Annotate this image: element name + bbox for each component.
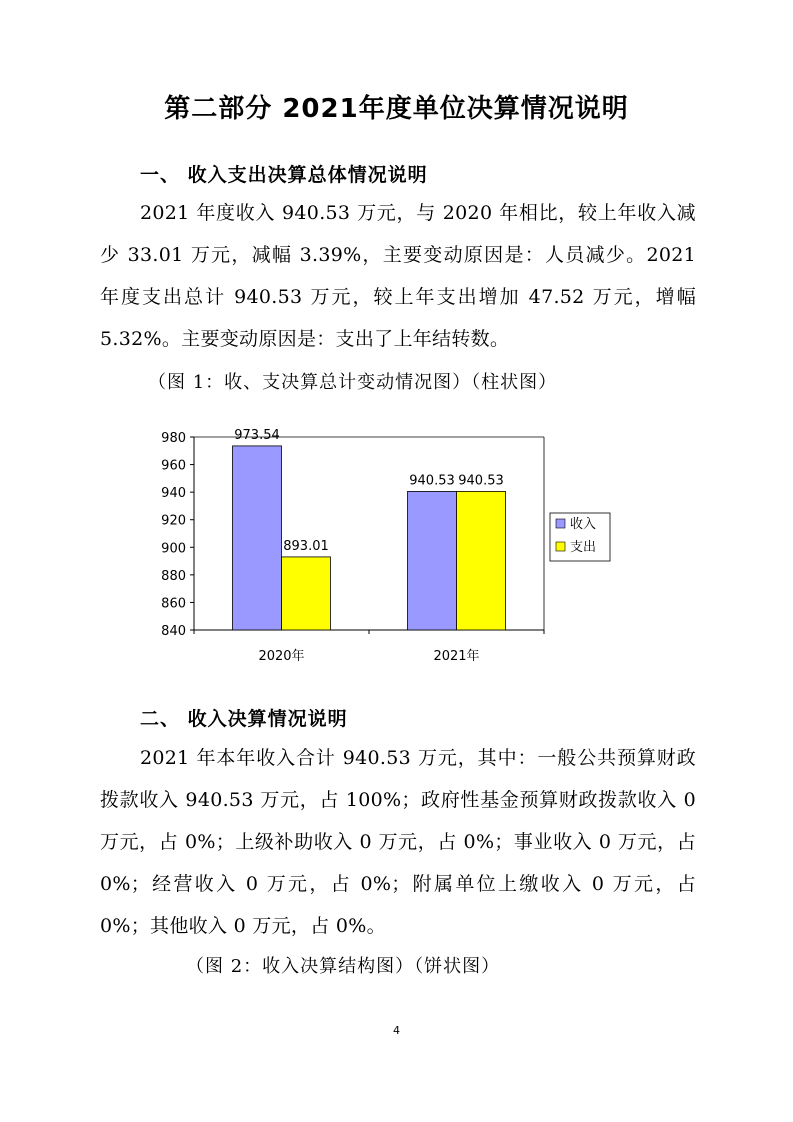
bar-expense [282,557,331,630]
data-label-expense: 940.53 [458,473,504,489]
section1-paragraph: 2021 年度收入 940.53 万元，与 2020 年相比，较上年收入减少 33.01 万元，减幅 3.39%，主要变动原因是：人员减少。2021 年度支出总计 940.53 万元，较上年支出增加 47.52 万元，增幅 5.32%。主要变动原因是：支出了上年结转数。 [100,202,696,350]
section1-heading: 一、 收入支出决算总体情况说明 [140,164,428,186]
x-tick-label: 2020年 [258,649,305,664]
bar-income [408,491,457,630]
y-tick-label: 860 [161,596,186,612]
legend-swatch-income [556,519,565,528]
y-tick-label: 900 [161,541,186,557]
figure2-caption: （图 2：收入决算结构图）（饼状图） [186,956,501,977]
y-tick-label: 840 [161,624,186,639]
figure1-caption: （图 1：收、支决算总计变动情况图）（柱状图） [148,372,558,393]
legend [550,513,610,561]
data-label-income: 973.54 [234,427,280,443]
data-label-income: 940.53 [409,473,455,489]
y-tick-label: 980 [161,431,186,446]
bar-chart [140,415,620,675]
legend-swatch-expense [556,542,565,551]
section2-paragraph: 2021 年本年收入合计 940.53 万元，其中：一般公共预算财政拨款收入 940.53 万元，占 100%；政府性基金预算财政拨款收入 0 万元，占 0%；上级补助收入 0 万元，占 0%；事业收入 0 万元，占 0%；经营收入 0 万元，占 0%；附属单位上缴收入 0 万元，占 0%；其他收入 0 万元，占 0%。 [100,747,696,937]
x-tick-label: 2021年 [433,649,480,664]
page-number: 4 [393,1024,400,1037]
y-tick-label: 940 [161,486,186,502]
data-label-expense: 893.01 [283,538,329,554]
page-title: 第二部分 2021年度单位决算情况说明 [164,94,629,124]
y-tick-label: 960 [161,458,186,474]
legend-label-income: 收入 [570,517,597,532]
section2-heading: 二、 收入决算情况说明 [140,708,348,730]
y-tick-label: 920 [161,513,186,529]
legend-label-expense: 支出 [570,540,597,555]
y-tick-label: 880 [161,568,186,584]
bar-expense [457,491,506,630]
bar-income [233,446,282,630]
